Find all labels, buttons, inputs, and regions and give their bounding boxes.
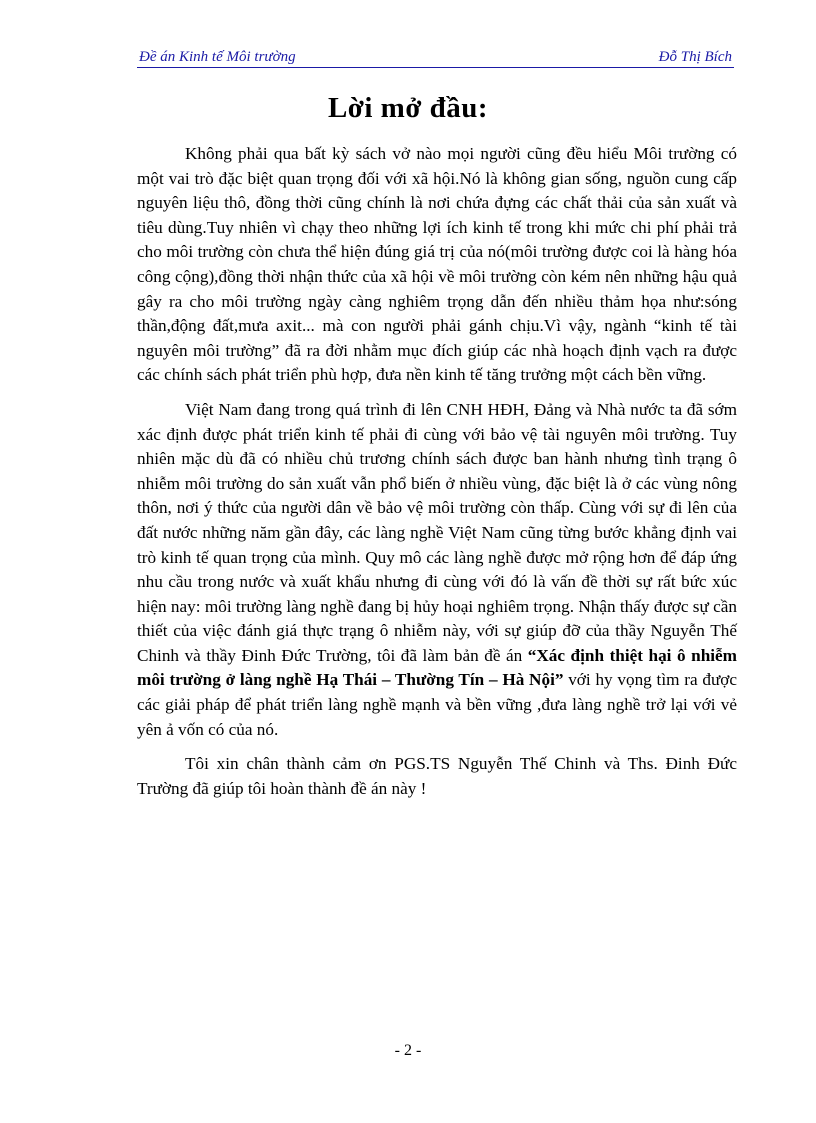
page-header — [137, 49, 734, 68]
project-title-bold: “Xác định thiệt hại ô nhiễm môi trường ở làng nghề Hạ Thái – Thường Tín – Hà Nội” — [137, 645, 737, 690]
paragraph-context-end: với hy vọng tìm ra được các giải pháp để phát triển làng nghề mạnh và bền vững ,đưa làng nghề trở lại với vẻ yên ả vốn có của nó. — [137, 670, 737, 739]
paragraph-context — [137, 398, 737, 742]
paragraph-intro: Không phải qua bất kỳ sách vở nào mọi người cũng đều hiểu Môi trường có một vai trò đặc biệt quan trọng đối với xã hội.Nó là không gian sống, nguồn cung cấp nguyên liệu thô, đồng thời cũng chính là nơi chứa đựng các chất thải của sản xuất và tiêu dùng.Tuy nhiên vì chạy theo những lợi ích kinh tế trong khi mức chi phí phải trả cho môi trường còn chưa thể hiện đúng giá trị của nó(môi trường được coi là hàng hóa công cộng),đồng thời nhận thức của xã hội về môi trường còn kém nên những hậu quả gây ra cho môi trường ngày càng nghiêm trọng dẫn đến nhiều thảm họa như:sóng thần,động đất,mưa axit... mà con người phải gánh chịu.Vì vậy, ngành “kinh tế tài nguyên môi trường” đã ra đời nhằm mục đích giúp các nhà hoạch định vạch ra được các chính sách phát triển phù hợp, đưa nền kinh tế tăng trưởng một cách bền vững. — [137, 144, 737, 385]
page-number: - 2 - — [394, 1042, 422, 1059]
paragraph-thanks: Tôi xin chân thành cảm ơn PGS.TS Nguyễn Thế Chinh và Ths. Đinh Đức Trường đã giúp tôi hoàn thành đề án này ! — [137, 754, 737, 798]
header-author: Đỗ Thị Bích — [658, 49, 732, 65]
header-document-title: Đề án Kinh tế Môi trường — [139, 49, 296, 65]
paragraph-context-text: Việt Nam đang trong quá trình đi lên CNH HĐH, Đảng và Nhà nước ta đã sớm xác định được phát triển kinh tế phải đi cùng với bảo vệ tài nguyên môi trường. Tuy nhiên mặc dù đã có nhiều chủ trương chính sách được ban hành nhưng tình trạng ô nhiễm môi trường do sản xuất vẫn phổ biến ở nhiều vùng, đặc biệt là ở các vùng nông thôn, nơi ý thức của người dân về bảo vệ môi trường còn thấp. Cùng với sự đi lên của đất nước những năm gần đây, các làng nghề Việt Nam cũng từng bước khẳng định vai trò kinh tế quan trọng của mình. Quy mô các làng nghề được mở rộng hơn để đáp ứng nhu cầu trong nước và xuất khẩu nhưng đi cùng với đó là vấn đề thời sự rất bức xúc hiện nay: môi trường làng nghề đang bị hủy hoại nghiêm trọng. Nhận thấy được sự cần thiết của việc đánh giá thực trạng ô nhiễm này, với sự giúp đỡ của thầy Nguyễn Thế Chinh và thầy Đinh Đức Trường, tôi đã làm bản đề án — [137, 399, 737, 665]
body-text — [137, 142, 737, 811]
page-title: Lời mở đầu: — [327, 92, 489, 124]
